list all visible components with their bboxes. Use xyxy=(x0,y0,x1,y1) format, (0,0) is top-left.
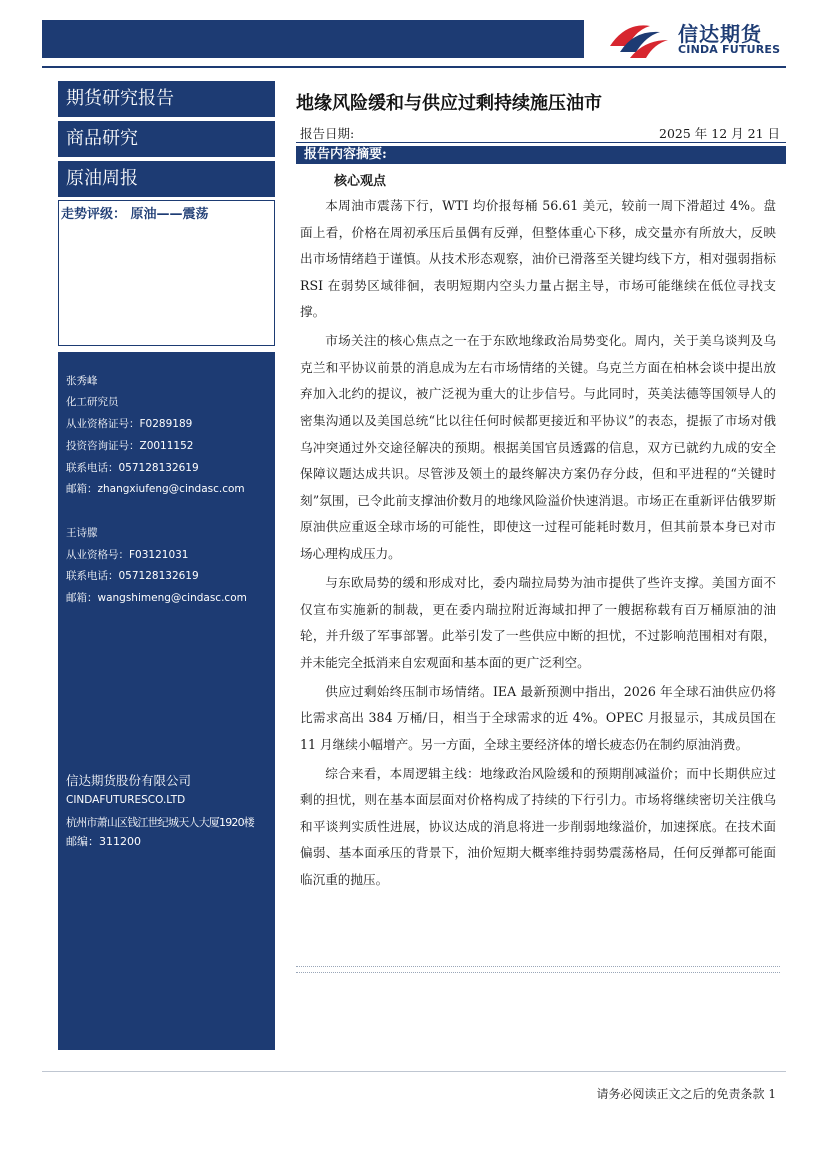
date-divider xyxy=(296,142,786,143)
analyst-phone: 联系电话：057128132619 xyxy=(66,462,199,474)
header-divider xyxy=(42,66,786,68)
sidebar xyxy=(58,77,275,1050)
disclaimer-note: 请务必阅读正文之后的免责条款 1 xyxy=(596,1087,776,1101)
logo-mark-icon xyxy=(606,16,670,60)
analyst-contacts xyxy=(58,352,275,773)
body-paragraph: 综合来看，本周逻辑主线：地缘政治风险缓和的预期削减溢价；而中长期供应过剩的担忧，则在基本面层面对价格构成了持续的下行引力。市场将继续密切关注俄乌和平谈判实质性进展，协议达成的消息将进一步削弱地缘溢价，加速探底。在技术面偏弱、基本面承压的背景下，油价短期大概率维持弱势震荡格局，任何反弹都可能面临沉重的抛压。 xyxy=(300,765,776,888)
report-date-label: 报告日期: xyxy=(300,126,355,141)
category-label: 商品研究 xyxy=(58,121,275,157)
trend-rating: 走势评级： 原油——震荡 xyxy=(61,207,209,222)
body-paragraph: 本周油市震荡下行，WTI 均价报每桶 56.61 美元，较前一周下滑超过 4%。盘面上看，价格在周初承压后虽偶有反弹，但整体重心下移，成交量亦有所放大，反映出市场情绪趋于谨慎。从技术形态观察，油价已滑落至关键均线下方，相对强弱指标 RSI 在弱势区域徘徊，表明短期内空头力量占据主导，市场可能继续在低位寻找支撑。 xyxy=(300,198,776,320)
company-site: CINDAFUTURESCO.LTD xyxy=(66,794,186,806)
report-name-label: 原油周报 xyxy=(58,161,275,197)
analyst-title: 化工研究员 xyxy=(66,396,119,408)
summary-heading: 报告内容摘要: xyxy=(296,146,786,164)
logo-chinese-name: 信达期货 xyxy=(678,22,762,46)
company-info xyxy=(58,773,275,1050)
analyst-email: 邮箱：wangshimeng@cindasc.com xyxy=(66,592,247,604)
company-postcode: 邮编：311200 xyxy=(66,835,141,848)
body-paragraph: 与东欧局势的缓和形成对比，委内瑞拉局势为油市提供了些许支撑。美国方面不仅宣布实施新的制裁，更在委内瑞拉附近海域扣押了一艘据称载有百万桶原油的油轮，并升级了军事部署。此举引发了一些供应中断的担忧，不过影响范围相对有限，并未能完全抵消来自宏观面和基本面的更广泛利空。 xyxy=(300,574,776,670)
analyst-name: 张秀峰 xyxy=(66,375,98,387)
body-paragraph: 供应过剩始终压制市场情绪。IEA 最新预测中指出，2026 年全球石油供应仍将比需求高出 384 万桶/日，相当于全球需求的近 4%。OPEC 月报显示，其成员国在 11 月继续小幅增产。另一方面，全球主要经济体的增长疲态仍在制约原油消费。 xyxy=(300,683,776,752)
analyst-phone: 联系电话：057128132619 xyxy=(66,570,199,582)
company-address: 杭州市萧山区钱江世纪城天人大厦1920楼 xyxy=(66,816,254,829)
body-paragraph: 市场关注的核心焦点之一在于东欧地缘政治局势变化。周内，关于美乌谈判及乌克兰和平协议前景的消息成为左右市场情绪的关键。乌克兰方面在柏林会谈中提出放弃加入北约的提议，被广泛视为重大的让步信号。与此同时，英美法德等国领导人的密集沟通以及美国总统“比以往任何时候都更接近和平协议”的表态，提振了市场对俄乌冲突通过外交途径解决的预期。根据美国官员透露的信息，双方已就约九成的安全保障议题达成共识。尽管涉及领土的最终解决方案仍存分歧，但和平进程的“关键时刻”氛围，已令此前支撑油价数月的地缘风险溢价快速消退。市场正在重新评估俄罗斯原油供应重返全球市场的可能性，即使这一过程可能耗时数月，但其前景本身已对市场心理构成压力。 xyxy=(300,333,776,562)
body-end-divider xyxy=(296,972,780,974)
section-heading: 核心观点 xyxy=(334,174,387,189)
report-body xyxy=(300,193,776,896)
analyst-email: 邮箱：zhangxiufeng@cindasc.com xyxy=(66,483,245,495)
analyst-advisory-license: 投资咨询证号：Z0011152 xyxy=(66,440,194,452)
report-date: 2025 年 12 月 21 日 xyxy=(659,126,780,141)
analyst-name: 王诗朦 xyxy=(66,527,98,539)
analyst-license: 从业资格证号：F0289189 xyxy=(66,418,193,430)
report-title: 地缘风险缓和与供应过剩持续施压油市 xyxy=(296,93,602,114)
cinda-futures-logo xyxy=(606,16,791,62)
header-bar xyxy=(42,20,584,58)
logo-english-name: CINDA FUTURES xyxy=(678,43,781,56)
rating-box xyxy=(58,200,275,346)
company-name: 信达期货股份有限公司 xyxy=(66,773,192,788)
footer-divider xyxy=(42,1071,786,1072)
analyst-license: 从业资格号：F03121031 xyxy=(66,549,189,561)
report-type-label: 期货研究报告 xyxy=(58,81,275,117)
body-end-divider xyxy=(296,966,780,968)
